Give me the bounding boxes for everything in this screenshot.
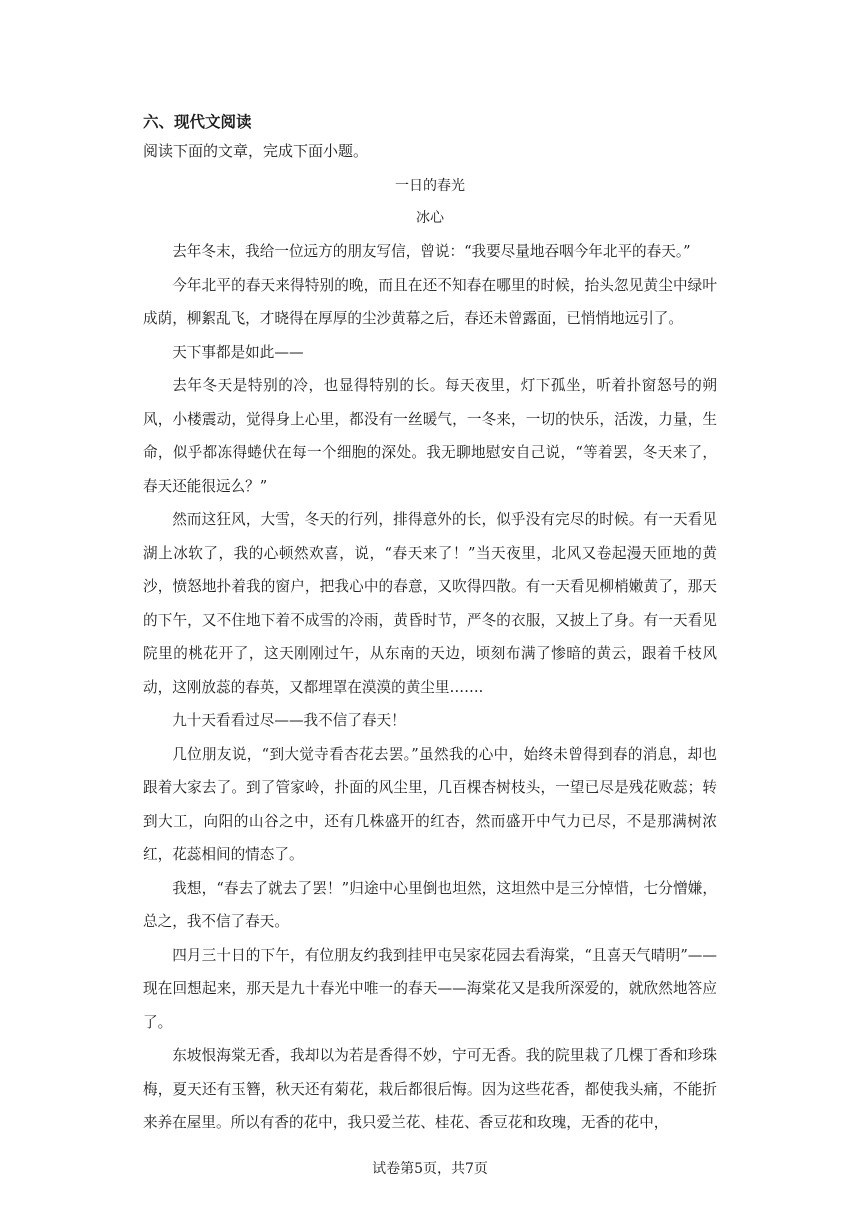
section-heading: 六、现代文阅读	[143, 113, 252, 131]
page-footer: 试卷第5页，共7页	[372, 1161, 488, 1177]
paragraph: 天下事都是如此——	[172, 343, 304, 361]
paragraph: 今年北平的春天来得特别的晚，而且在还不知春在哪里的时候，抬头忽见黄尘中绿叶成荫，柳絮乱飞，才晓得在厚厚的尘沙黄幕之后，春还未曾露面，已悄悄地远引了。	[143, 276, 717, 327]
paragraph: 然而这狂风，大雪，冬天的行列，排得意外的长，似乎没有完尽的时候。有一天看见湖上冰软了，我的心顿然欢喜，说，“春天来了！”当天夜里，北风又卷起漫天匝地的黄沙，愤怒地扑着我的窗户，把我心中的春意，又吹得四散。有一天看见柳梢嫩黄了，那天的下午，又不住地下着不成雪的冷雨，黄昏时节，严冬的衣服，又披上了身。有一天看见院里的桃花开了，这天刚刚过午，从东南的天边，顷刻布满了惨暗的黄云，跟着千枝风动，这刚放蕊的春英，又都埋罩在漠漠的黄尘里…….	[143, 511, 717, 696]
paragraph: 东坡恨海棠无香，我却以为若是香得不妙，宁可无香。我的院里栽了几棵丁香和珍珠梅，夏天还有玉簪，秋天还有菊花，栽后都很后悔。因为这些花香，都使我头痛，不能折来养在屋里。所以有香的花中，我只爱兰花、桂花、香豆花和玫瑰，无香的花中，	[143, 1047, 717, 1131]
article-body	[143, 235, 717, 1140]
paragraph: 我想，“春去了就去了罢！”归途中心里倒也坦然，这坦然中是三分悼惜，七分憎嫌，总之，我不信了春天。	[143, 879, 717, 930]
reading-instruction: 阅读下面的文章，完成下面小题。	[143, 142, 369, 160]
paragraph: 去年冬天是特别的冷，也显得特别的长。每天夜里，灯下孤坐，听着扑窗怒号的朔风，小楼震动，觉得身上心里，都没有一丝暖气，一冬来，一切的快乐，活泼，力量，生命，似乎都冻得蜷伏在每一个细胞的深处。我无聊地慰安自己说，“等着罢，冬天来了，春天还能很远么？”	[143, 377, 717, 495]
paragraph: 四月三十日的下午，有位朋友约我到挂甲屯吴家花园去看海棠，“且喜天气晴明”——现在回想起来，那天是九十春光中唯一的春天——海棠花又是我所深爱的，就欣然地答应了。	[143, 946, 717, 1031]
paragraph: 去年冬末，我给一位远方的朋友写信，曾说：“我要尽量地吞咽今年北平的春天。”	[172, 243, 691, 260]
paragraph: 九十天看看过尽——我不信了春天！	[172, 712, 406, 729]
article-author: 冰心	[416, 210, 444, 226]
article-title: 一日的春光	[395, 178, 465, 194]
paragraph: 几位朋友说，“到大觉寺看杏花去罢。”虽然我的心中，始终未曾得到春的消息，却也跟着大家去了。到了管家岭，扑面的风尘里，几百棵杏树枝头，一望已尽是残花败蕊；转到大工，向阳的山谷之中，还有几株盛开的红杏，然而盛开中气力已尽，不是那满树浓红，花蕊相间的情态了。	[143, 745, 717, 863]
